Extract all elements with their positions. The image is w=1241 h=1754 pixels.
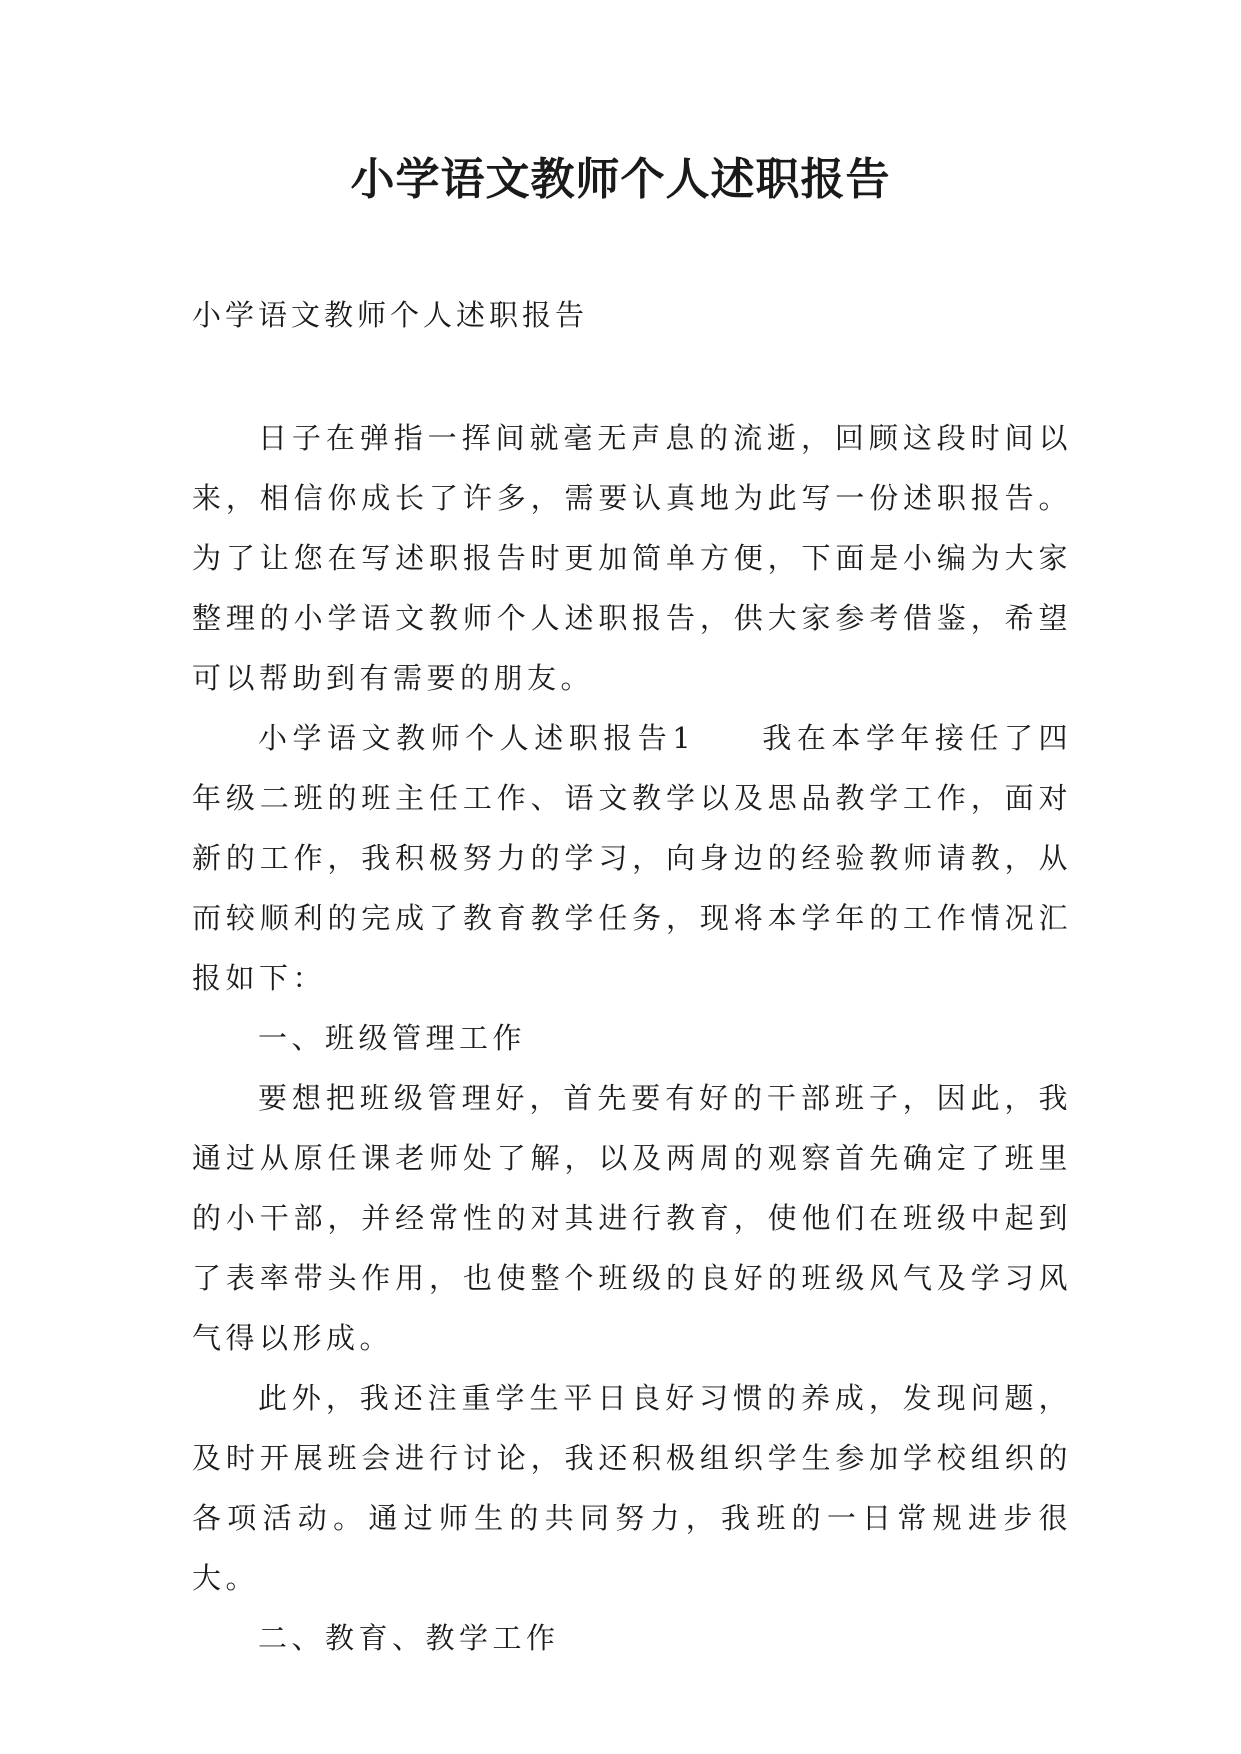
document-title: 小学语文教师个人述职报告 bbox=[350, 154, 891, 205]
report-paragraph bbox=[192, 708, 1072, 1008]
section-heading-class-management: 一、班级管理工作 bbox=[258, 1021, 527, 1055]
document-body bbox=[192, 408, 1072, 1668]
report-opening-text: 我在本学年接任了四年级二班的班主任工作、语文教学以及思品教学工作，面对新的工作，我积极努力的学习，向身边的经验教师请教，从而较顺利的完成了教育教学任务，现将本学年的工作情况汇报如下： bbox=[192, 721, 1072, 995]
habits-paragraph: 此外，我还注重学生平日良好习惯的养成，发现问题，及时开展班会进行讨论，我还积极组织学生参加学校组织的各项活动。通过师生的共同努力，我班的一日常规进步很大。 bbox=[192, 1381, 1072, 1595]
intro-paragraph: 日子在弹指一挥间就毫无声息的流逝，回顾这段时间以来，相信你成长了许多，需要认真地为此写一份述职报告。为了让您在写述职报告时更加简单方便，下面是小编为大家整理的小学语文教师个人述职报告，供大家参考借鉴，希望可以帮助到有需要的朋友。 bbox=[192, 421, 1072, 695]
class-management-paragraph: 要想把班级管理好，首先要有好的干部班子，因此，我通过从原任课老师处了解，以及两周的观察首先确定了班里的小干部，并经常性的对其进行教育，使他们在班级中起到了表率带头作用，也使整个班级的良好的班级风气及学习风气得以形成。 bbox=[192, 1081, 1072, 1355]
document-subtitle: 小学语文教师个人述职报告 bbox=[192, 298, 589, 332]
report-heading: 小学语文教师个人述职报告1 bbox=[258, 721, 696, 755]
section-heading-teaching: 二、教育、教学工作 bbox=[258, 1621, 560, 1655]
